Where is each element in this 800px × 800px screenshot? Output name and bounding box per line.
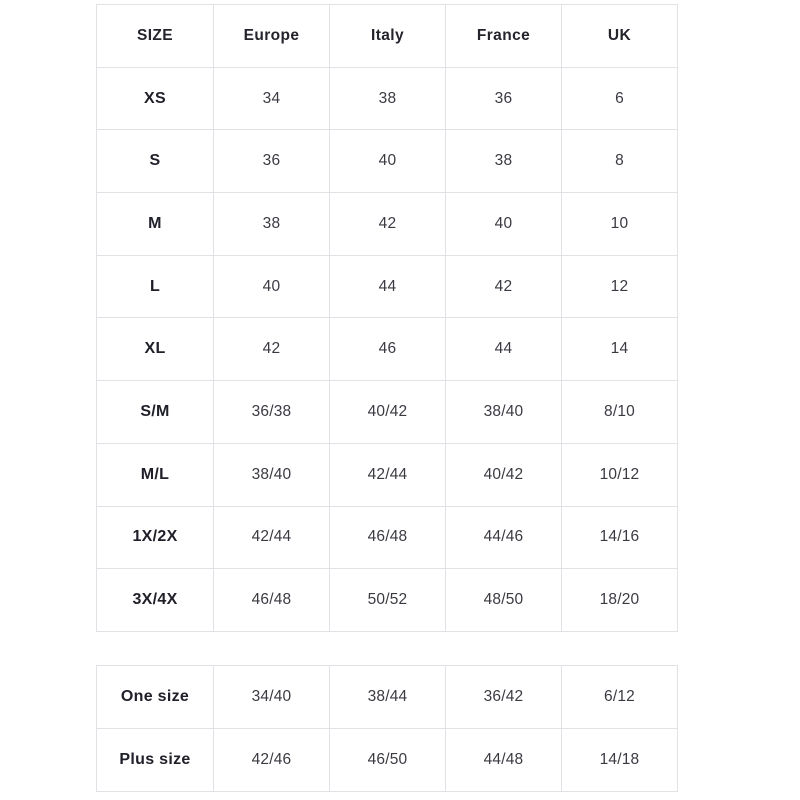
table-row bbox=[97, 666, 678, 729]
column-header-size: SIZE bbox=[97, 5, 214, 68]
column-header-italy: Italy bbox=[330, 5, 446, 68]
cell-europe: 34 bbox=[214, 67, 330, 130]
table-row bbox=[97, 569, 678, 632]
table-row bbox=[97, 130, 678, 193]
column-header-uk: UK bbox=[562, 5, 678, 68]
table-header bbox=[97, 5, 678, 68]
cell-europe: 36/38 bbox=[214, 381, 330, 444]
cell-italy: 50/52 bbox=[330, 569, 446, 632]
cell-uk: 8 bbox=[562, 130, 678, 193]
cell-france: 38/40 bbox=[446, 381, 562, 444]
row-label: Plus size bbox=[97, 729, 214, 792]
main-size-table-container bbox=[96, 4, 677, 632]
cell-italy: 42 bbox=[330, 193, 446, 256]
column-header-europe: Europe bbox=[214, 5, 330, 68]
cell-france: 44/48 bbox=[446, 729, 562, 792]
table-row bbox=[97, 381, 678, 444]
secondary-size-table-container bbox=[96, 665, 677, 792]
table-row bbox=[97, 318, 678, 381]
cell-france: 42 bbox=[446, 255, 562, 318]
cell-uk: 18/20 bbox=[562, 569, 678, 632]
cell-france: 40/42 bbox=[446, 443, 562, 506]
cell-europe: 34/40 bbox=[214, 666, 330, 729]
row-label: 3X/4X bbox=[97, 569, 214, 632]
row-label: M bbox=[97, 193, 214, 256]
column-header-france: France bbox=[446, 5, 562, 68]
row-label: S/M bbox=[97, 381, 214, 444]
cell-france: 36 bbox=[446, 67, 562, 130]
cell-italy: 46/48 bbox=[330, 506, 446, 569]
cell-europe: 38 bbox=[214, 193, 330, 256]
cell-uk: 14/18 bbox=[562, 729, 678, 792]
cell-france: 44 bbox=[446, 318, 562, 381]
table-row bbox=[97, 193, 678, 256]
cell-uk: 12 bbox=[562, 255, 678, 318]
row-label: S bbox=[97, 130, 214, 193]
cell-italy: 46 bbox=[330, 318, 446, 381]
main-size-table bbox=[96, 4, 678, 632]
row-label: XL bbox=[97, 318, 214, 381]
cell-europe: 38/40 bbox=[214, 443, 330, 506]
cell-france: 48/50 bbox=[446, 569, 562, 632]
cell-uk: 6 bbox=[562, 67, 678, 130]
cell-france: 44/46 bbox=[446, 506, 562, 569]
cell-italy: 38 bbox=[330, 67, 446, 130]
secondary-size-table bbox=[96, 665, 678, 792]
table-row bbox=[97, 506, 678, 569]
cell-france: 38 bbox=[446, 130, 562, 193]
table-row bbox=[97, 729, 678, 792]
row-label: L bbox=[97, 255, 214, 318]
table-row bbox=[97, 443, 678, 506]
cell-italy: 38/44 bbox=[330, 666, 446, 729]
cell-italy: 40/42 bbox=[330, 381, 446, 444]
cell-europe: 46/48 bbox=[214, 569, 330, 632]
cell-italy: 42/44 bbox=[330, 443, 446, 506]
table-body bbox=[97, 67, 678, 631]
cell-europe: 42 bbox=[214, 318, 330, 381]
cell-europe: 42/46 bbox=[214, 729, 330, 792]
cell-europe: 40 bbox=[214, 255, 330, 318]
cell-uk: 10 bbox=[562, 193, 678, 256]
row-label: 1X/2X bbox=[97, 506, 214, 569]
cell-france: 36/42 bbox=[446, 666, 562, 729]
row-label: One size bbox=[97, 666, 214, 729]
cell-italy: 44 bbox=[330, 255, 446, 318]
cell-europe: 36 bbox=[214, 130, 330, 193]
table-header-row bbox=[97, 5, 678, 68]
cell-italy: 46/50 bbox=[330, 729, 446, 792]
cell-france: 40 bbox=[446, 193, 562, 256]
cell-uk: 14 bbox=[562, 318, 678, 381]
row-label: XS bbox=[97, 67, 214, 130]
table-row bbox=[97, 67, 678, 130]
cell-uk: 8/10 bbox=[562, 381, 678, 444]
cell-uk: 10/12 bbox=[562, 443, 678, 506]
cell-europe: 42/44 bbox=[214, 506, 330, 569]
cell-uk: 14/16 bbox=[562, 506, 678, 569]
table-body bbox=[97, 666, 678, 792]
table-row bbox=[97, 255, 678, 318]
row-label: M/L bbox=[97, 443, 214, 506]
cell-uk: 6/12 bbox=[562, 666, 678, 729]
cell-italy: 40 bbox=[330, 130, 446, 193]
